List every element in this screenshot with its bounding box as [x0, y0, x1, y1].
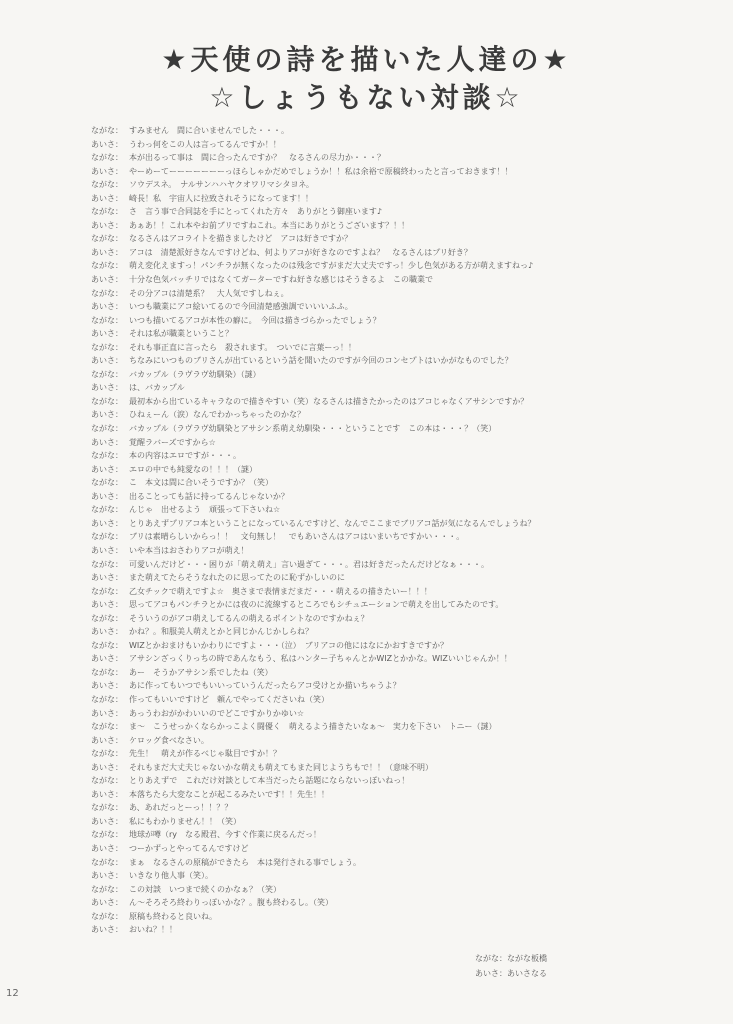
speaker-label: あいさ：: [91, 843, 123, 853]
speaker-label: あいさ：: [91, 247, 123, 257]
dialogue-text: 最初本から出ているキャラなので描きやすい（笑）なるさんは描きたかったのはアコじゃなくアサシンですか？: [129, 396, 529, 406]
dialogue-text: とりあえずプリアコ本ということになっているんですけど、なんでここまでブリアコ話が気になるんでしょうね？: [129, 518, 536, 528]
dialogue-line: [91, 558, 651, 572]
dialogue-text: さ 言う事で合同誌を手にとってくれた方々 ありがとう御座います♪: [129, 207, 382, 217]
dialogue-line: [91, 761, 651, 775]
dialogue-text: バカップル（ラヴラヴ幼馴染とアサシン系萌え幼馴染・・・ということです この本は・・・？（笑）: [129, 424, 497, 434]
speaker-label: あいさ：: [91, 762, 123, 772]
dialogue-line: [91, 815, 651, 829]
dialogue-text: ソウデスネ。 ナルサンハハヤクオワリマシタヨネ。: [129, 180, 314, 190]
dialogue-line: [91, 381, 651, 395]
dialogue-text: んじゃ 出せるよう 頑張って下さいね☆: [129, 505, 281, 515]
speaker-label: ながな：: [91, 667, 123, 677]
dialogue-line: [91, 883, 651, 897]
speaker-label: あいさ：: [91, 573, 123, 583]
speaker-label: ながな：: [91, 396, 123, 406]
speaker-label: あいさ：: [91, 871, 123, 881]
page-number: 12: [6, 988, 19, 999]
dialogue-line: [91, 314, 651, 328]
dialogue-text: 覚醒ラバーズですから☆: [129, 437, 216, 447]
dialogue-text: 十分な色気バッチリではなくてガーターですね好きな感じはそうきるよ この職業で: [129, 275, 433, 285]
dialogue-text: 原稿も終わると良いね。: [129, 911, 217, 921]
speaker-label: あいさ：: [91, 654, 123, 664]
speaker-label: あいさ：: [91, 302, 123, 312]
dialogue-text: うわっ何をこの人は言ってるんですか！！: [129, 139, 281, 149]
dialogue-line: [91, 151, 651, 165]
dialogue-line: [91, 273, 651, 287]
dialogue-text: ひねぇーん（涙）なんでわかっちゃったのかな？: [129, 410, 305, 420]
dialogue-text: ちなみにいつものブリさんが出ているという話を聞いたのですが今回のコンセプトはいかがなものでした？: [129, 356, 513, 366]
dialogue-text: かね？。和服美人萌えとかと同じかんじかしらね？: [129, 627, 313, 637]
dialogue-line: [91, 327, 651, 341]
dialogue-text: 地球が噂（ry なる殿君、今すぐ作業に戻るんだっ！: [129, 830, 322, 840]
dialogue-line: [91, 544, 651, 558]
speaker-label: ながな：: [91, 532, 123, 542]
dialogue-text: それは私が職業ということ？: [129, 329, 233, 339]
page-title-line2: ☆しょうもない対談☆: [209, 81, 524, 114]
speaker-label: あいさ：: [91, 193, 123, 203]
speaker-label: ながな：: [91, 315, 123, 325]
speaker-label: あいさ：: [91, 735, 123, 745]
dialogue-line: [91, 178, 651, 192]
dialogue-text: ま～ こうせっかくならかっこよく闘優く 萌えるよう描きたいなぁ～ 実力を下さい トニー（謎）: [129, 722, 497, 732]
dialogue-line: [91, 530, 651, 544]
dialogue-line: [91, 571, 651, 585]
dialogue-text: まぁ なるさんの原稿ができたら 本は発行される事でしょう。: [129, 857, 361, 867]
dialogue-text: 本の内容はエロですが・・・。: [129, 451, 241, 461]
dialogue-line: [91, 720, 651, 734]
speaker-label: あいさ：: [91, 356, 123, 366]
dialogue-text: いきなり他人事（笑）。: [129, 871, 213, 881]
dialogue-line: [91, 503, 651, 517]
dialogue-line: [91, 463, 651, 477]
dialogue-line: [91, 124, 651, 138]
speaker-label: ながな：: [91, 180, 123, 190]
dialogue-line: [91, 341, 651, 355]
dialogue-line: [91, 408, 651, 422]
dialogue-line: [91, 652, 651, 666]
speaker-label: あいさ：: [91, 545, 123, 555]
dialogue-text: それもまだ大丈夫じゃないかな萌えも萌えてもまた同じようちもで！！（意味不明）: [129, 762, 433, 772]
speaker-label: ながな：: [91, 640, 123, 650]
speaker-label: ながな：: [91, 613, 123, 623]
speaker-label: あいさ：: [91, 220, 123, 230]
speaker-label: あいさ：: [91, 139, 123, 149]
dialogue-line: [91, 842, 651, 856]
dialogue-line: [91, 192, 651, 206]
dialogue-text: それも事正直に言ったら 殺されます。 ついでに言葉ーっ！！: [129, 342, 357, 352]
dialogue-line: [91, 436, 651, 450]
dialogue-text: とりあえずで これだけ対談として本当だったら話題にならないっぽいねっ！: [129, 776, 410, 786]
dialogue-text: すみません 間に合いませんでした・・・。: [129, 126, 289, 135]
dialogue-text: 先生！ 萌えが作るべじゃ駄目ですか！？: [129, 749, 281, 759]
dialogue-text: 私にもわかりません！！（笑）: [129, 816, 241, 826]
dialogue-text: ケロッグ食べなさい。: [129, 735, 209, 745]
dialogue-text: あぁあ！！これ本やお前ブリですねこれ。本当にありがとうございます？！！: [129, 220, 410, 230]
speaker-label: あいさ：: [91, 925, 123, 935]
dialogue-line: [91, 828, 651, 842]
dialogue-text: ブリは素晴らしいからっ！！ 文句無し！ でもあいさんはアコはいまいちですかい・・・。: [129, 532, 465, 542]
dialogue-line: [91, 449, 651, 463]
dialogue-line: [91, 788, 651, 802]
speaker-label: あいさ：: [91, 491, 123, 501]
credits: [475, 951, 547, 981]
dialogue-line: [91, 598, 651, 612]
dialogue-line: [91, 666, 651, 680]
dialogue-line: [91, 476, 651, 490]
dialogue-line: [91, 246, 651, 260]
dialogue-text: あに作ってもいつでもいいっていうんだったらアコ受けとか描いちゃうよ？: [129, 681, 401, 691]
dialogue-line: [91, 205, 651, 219]
dialogue-line: [91, 517, 651, 531]
dialogue-text: やーめーてーーーーーーーっほらしゃかだめでしょうか！！私は余裕で原稿終わったと言っておきます！！: [129, 166, 513, 176]
dialogue-text: いや本当はおさわりアコが萌え！: [129, 545, 249, 555]
dialogue-text: 崎長！私 宇宙人に拉致されそうになってます！！: [129, 193, 313, 203]
dialogue-text: エロの中でも純愛なの！！！（謎）: [129, 464, 257, 474]
credit-line: ながな：ながな板橋: [475, 954, 547, 963]
speaker-label: ながな：: [91, 749, 123, 759]
dialogue-text: 思ってアコもパンチラとかには夜のに流線するところでもシチュエーションで萌えを出してみたのです。: [129, 600, 504, 610]
speaker-label: あいさ：: [91, 789, 123, 799]
speaker-label: あいさ：: [91, 329, 123, 339]
dialogue-line: [91, 395, 651, 409]
speaker-label: ながな：: [91, 884, 123, 894]
dialogue-text: 萌え変化えますっ！パンチラが無くなったのは残念ですがまだ大丈夫ですっ！少し色気がある方が萌えますねっ♪: [129, 261, 534, 271]
speaker-label: あいさ：: [91, 627, 123, 637]
dialogue-text: いつも職業にアコ絵いてるので今回清楚感強調でいいいふふ。: [129, 302, 353, 312]
dialogue-text: つーかずっとやってるんですけど: [129, 843, 249, 853]
speaker-label: あいさ：: [91, 166, 123, 176]
dialogue-line: [91, 422, 651, 436]
dialogue-line: [91, 869, 651, 883]
dialogue-line: [91, 693, 651, 707]
dialogue-line: [91, 896, 651, 910]
dialogue-text: 本落ちたら大変なことが起こるみたいです！！先生！！: [129, 789, 329, 799]
speaker-label: ながな：: [91, 234, 123, 244]
speaker-label: ながな：: [91, 722, 123, 732]
dialogue-text: あ、あれだっとーっ！！？？: [129, 803, 233, 813]
dialogue-text: この対談 いつまで続くのかなぁ？（笑）: [129, 884, 281, 894]
speaker-label: あいさ：: [91, 898, 123, 908]
dialogue-line: [91, 138, 651, 152]
speaker-label: ながな：: [91, 153, 123, 163]
speaker-label: あいさ：: [91, 383, 123, 393]
speaker-label: ながな：: [91, 369, 123, 379]
speaker-label: あいさ：: [91, 437, 123, 447]
dialogue-text: アサシンざっくりっちの時であんなもう、私はハンター子ちゃんとかWIZとかかな。WIZいいじゃんか！！: [129, 654, 512, 664]
speaker-label: ながな：: [91, 424, 123, 434]
dialogue-line: [91, 625, 651, 639]
dialogue-text: バカップル（ラヴラヴ幼馴染）（謎）: [129, 369, 261, 379]
speaker-label: ながな：: [91, 126, 123, 135]
speaker-label: ながな：: [91, 478, 123, 488]
dialogue-line: [91, 219, 651, 233]
speaker-label: ながな：: [91, 559, 123, 569]
dialogue-text: 本が出るって事は 間に合ったんですか？ なるさんの尽力か・・・？: [129, 153, 385, 163]
dialogue-line: [91, 639, 651, 653]
dialogue-line: [91, 259, 651, 273]
dialogue-line: [91, 679, 651, 693]
speaker-label: ながな：: [91, 586, 123, 596]
speaker-label: あいさ：: [91, 681, 123, 691]
dialogue-text: 出ることっても話に持ってるんじゃないか？: [129, 491, 289, 501]
dialogue-text: アコは 清楚派好きなんですけどね、何よりアコが好きなのですよね？ なるさんはプリ好き？: [129, 247, 472, 257]
dialogue-text: そういうのがアコ萌えしてるんの萌えるポイントなのですかねぇ？: [129, 613, 369, 623]
dialogue-text: 乙女チックで萌えですよ☆ 奥さまで表情まだまだ・・・萌えるの描きたいー！！！: [129, 586, 432, 596]
speaker-label: ながな：: [91, 288, 123, 298]
dialogue-line: [91, 707, 651, 721]
speaker-label: あいさ：: [91, 275, 123, 285]
speaker-label: ながな：: [91, 694, 123, 704]
speaker-label: あいさ：: [91, 410, 123, 420]
speaker-label: ながな：: [91, 451, 123, 461]
dialogue-line: [91, 232, 651, 246]
dialogue-line: [91, 734, 651, 748]
dialogue-line: [91, 287, 651, 301]
speaker-label: ながな：: [91, 261, 123, 271]
speaker-label: あいさ：: [91, 816, 123, 826]
speaker-label: ながな：: [91, 207, 123, 217]
speaker-label: ながな：: [91, 830, 123, 840]
dialogue-text: また萌えてたらそうなれたのに思ってたのに恥ずかしいのに: [129, 573, 345, 583]
dialogue-line: [91, 165, 651, 179]
speaker-label: ながな：: [91, 776, 123, 786]
dialogue-text: ん～そろそろ終わりっぽいかな？。腹も終わるし。（笑）: [129, 898, 333, 908]
dialogue-text: あっうわおがかわいいのでどこですかりかゆい☆: [129, 708, 305, 718]
dialogue-list: [91, 124, 651, 937]
speaker-label: ながな：: [91, 803, 123, 813]
dialogue-text: は、バカップル: [129, 383, 185, 393]
speaker-label: ながな：: [91, 911, 123, 921]
dialogue-text: あー そうかアサシン系でしたね（笑）: [129, 667, 273, 677]
dialogue-text: WIZとかおまけもいかわりにですよ・・・（泣） ブリアコの他にはなにかおすきですか？: [129, 640, 449, 650]
dialogue-line: [91, 923, 651, 937]
dialogue-line: [91, 910, 651, 924]
dialogue-text: 作ってもいいですけど 頼んでやってくださいね（笑）: [129, 694, 329, 704]
dialogue-text: 可愛いんだけど・・・困りが「萌え萌え」言い過ぎて・・・。君は好きだったんだけどなぁ・・・。: [129, 559, 489, 569]
dialogue-text: なるさんはアコライトを描きましたけど アコは好きですか？: [129, 234, 352, 244]
speaker-label: あいさ：: [91, 464, 123, 474]
dialogue-line: [91, 801, 651, 815]
dialogue-line: [91, 856, 651, 870]
speaker-label: あいさ：: [91, 708, 123, 718]
dialogue-text: おいね？！！: [129, 925, 177, 935]
speaker-label: あいさ：: [91, 518, 123, 528]
credit-line: あいさ：あいさなる: [475, 969, 547, 978]
speaker-label: ながな：: [91, 505, 123, 515]
dialogue-line: [91, 585, 651, 599]
dialogue-line: [91, 774, 651, 788]
dialogue-line: [91, 368, 651, 382]
speaker-label: ながな：: [91, 342, 123, 352]
dialogue-line: [91, 300, 651, 314]
dialogue-text: こ 本文は間に合いそうですか？（笑）: [129, 478, 273, 488]
speaker-label: ながな：: [91, 857, 123, 867]
dialogue-text: その分アコは清楚系？ 大人気ですしねぇ。: [129, 288, 289, 298]
speaker-label: あいさ：: [91, 600, 123, 610]
page-title-line1: ★天使の詩を描いた人達の★: [161, 43, 572, 76]
dialogue-line: [91, 354, 651, 368]
dialogue-line: [91, 747, 651, 761]
dialogue-line: [91, 490, 651, 504]
dialogue-text: いつも描いてるアコが本性の癖に。 今回は描きづらかったでしょう？: [129, 315, 381, 325]
dialogue-line: [91, 612, 651, 626]
